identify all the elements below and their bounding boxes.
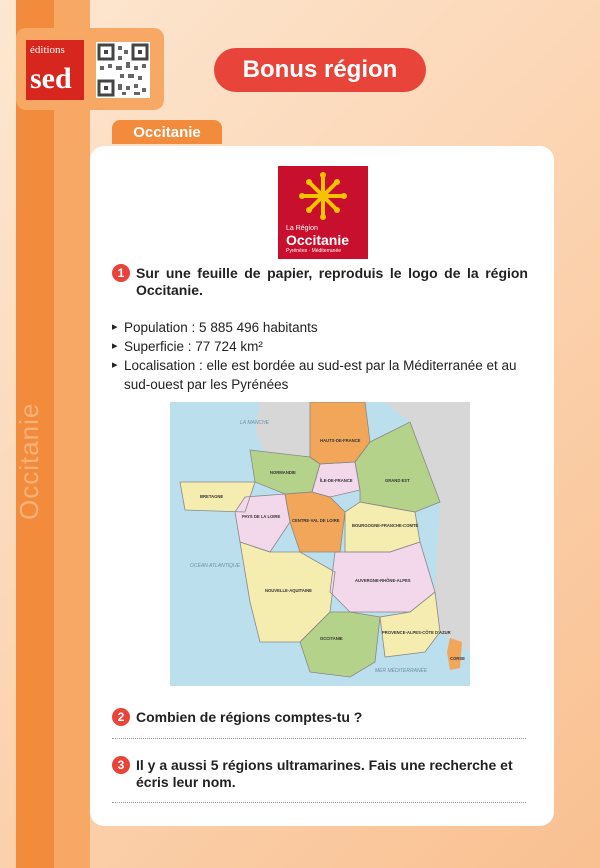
region-logo-line1: La Région [286,225,318,232]
map-label-med: MER MÉDITERRANÉE [375,668,428,674]
france-regions-map [170,402,470,686]
question-1-number: 1 [112,264,130,282]
question-2-text: Combien de régions comptes-tu ? [136,709,363,725]
question-1-text: Sur une feuille de papier, reproduis le logo de la région Occitanie. [136,265,528,298]
publisher-line2: sed [30,62,72,95]
map-label-idf: ÎLE-DE-FRANCE [320,478,353,483]
map-label-cvl: CENTRE-VAL DE LOIRE [292,518,340,523]
question-3-number: 3 [112,756,130,774]
region-logo-line3: Pyrénées · Méditerranée [286,248,342,254]
publisher-logo [26,40,84,100]
map-label-pdl: PAYS DE LA LOIRE [242,514,281,519]
fact-localisation: ▸ Localisation : elle est bordée au sud-est par la Méditerranée et au sud-ouest par les Pyrénées [112,356,532,394]
region-occitanie-logo [278,166,368,259]
map-label-bfc: BOURGOGNE-FRANCHE-COMTÉ [352,523,419,528]
occitan-cross-icon [278,166,368,224]
map-label-manche: LA MANCHE [240,420,269,426]
region-facts-list [112,318,532,394]
map-label-paca: PROVENCE-ALPES-CÔTE D'AZUR [382,630,451,635]
map-label-atl: OCÉAN ATLANTIQUE [190,563,241,569]
fact-superficie: ▸ Superficie : 77 724 km² [112,337,532,356]
map-label-corse: CORSE [450,656,465,661]
region-logo-line2: Occitanie [286,232,350,248]
region-auvergne-rhone-alpes [330,542,435,612]
region-corse [447,638,462,670]
page-title: Bonus région [214,48,426,92]
answer-line-3[interactable] [112,802,526,803]
qr-code[interactable] [96,42,150,98]
map-label-hauts: HAUTS-DE-FRANCE [320,438,361,443]
map-label-grandest: GRAND EST [385,478,410,483]
answer-line-2[interactable] [112,738,526,739]
question-3-text: Il y a aussi 5 régions ultramarines. Fais une recherche et écris leur nom. [136,757,513,790]
side-vertical-label: Occitanie [14,402,44,520]
left-color-band-light [54,0,90,868]
map-label-ara: AUVERGNE-RHÔNE-ALPES [355,578,411,583]
map-label-occ: OCCITANIE [320,636,343,641]
map-label-normandie: NORMANDIE [270,470,296,475]
section-tab: Occitanie [112,120,222,144]
map-label-na: NOUVELLE-AQUITAINE [265,588,312,593]
publisher-line1: éditions [30,44,65,56]
question-2-number: 2 [112,708,130,726]
fact-population: ▸ Population : 5 885 496 habitants [112,318,532,337]
map-label-bretagne: BRETAGNE [200,494,224,499]
